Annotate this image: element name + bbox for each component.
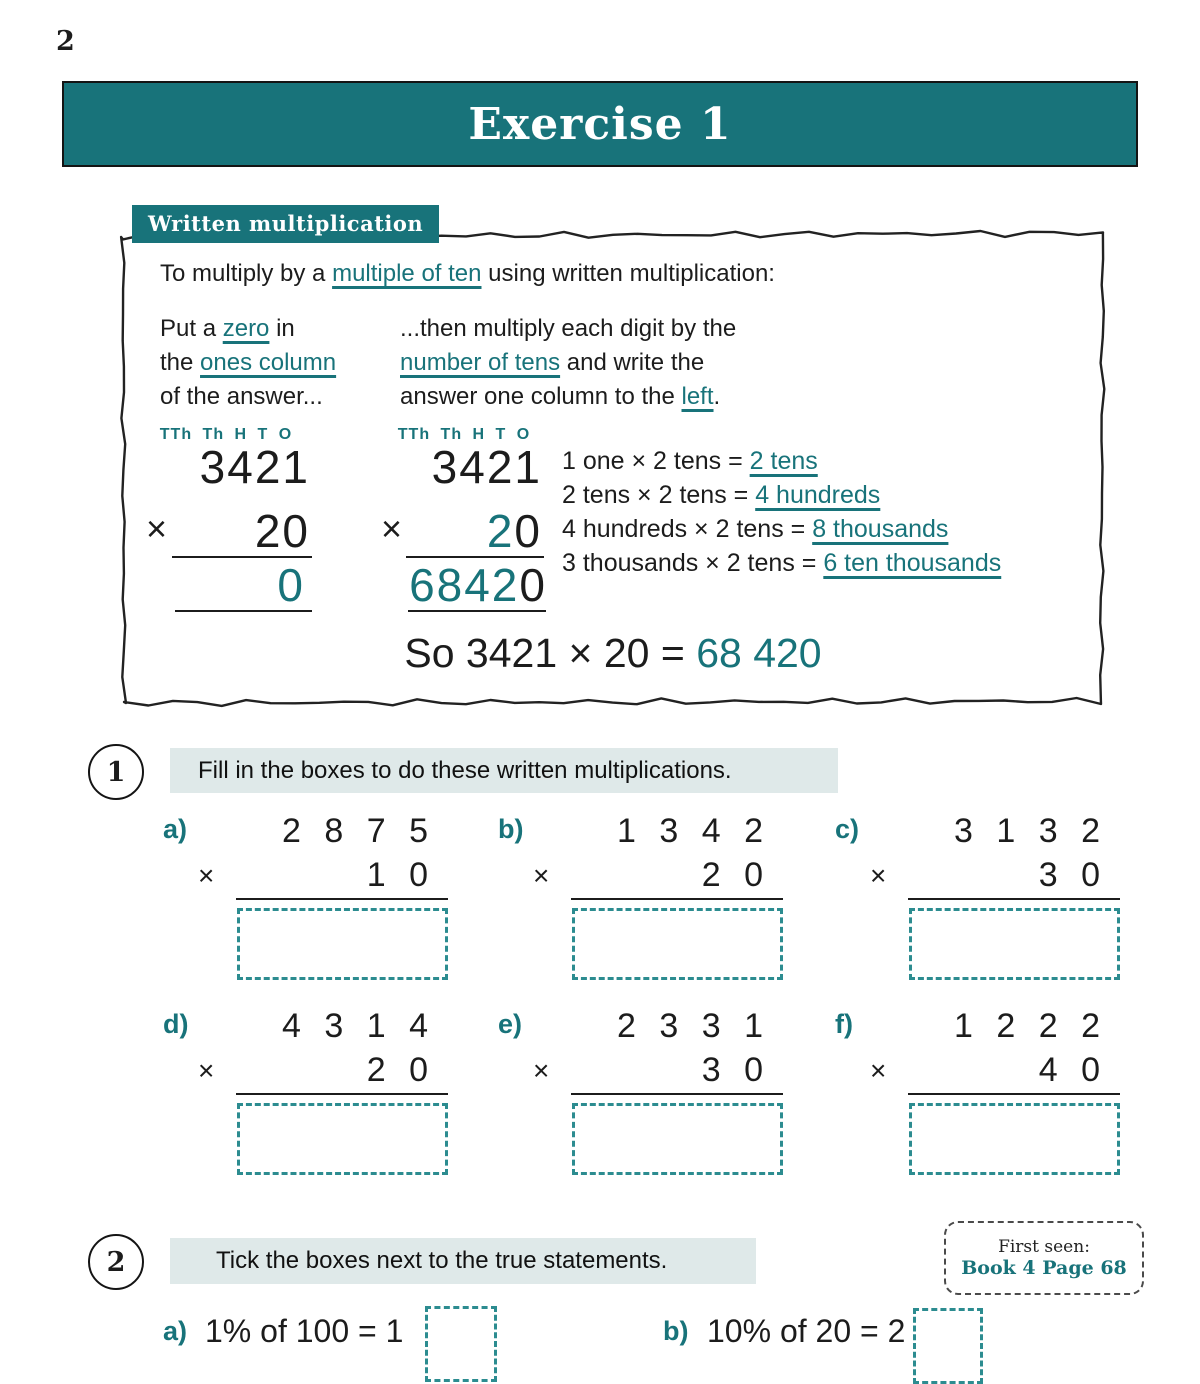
problem-c-multiplicand: 3 1 3 2 — [954, 812, 1107, 850]
problem-a-rule — [236, 898, 448, 900]
example2-result-black: 0 — [519, 559, 547, 611]
problem-c-rule — [908, 898, 1120, 900]
info-left-line2 — [160, 346, 336, 380]
exercise-title: Exercise 1 — [468, 98, 732, 150]
right-l3-pre: answer one column to the — [400, 383, 682, 410]
left-l1-key-term: zero — [222, 315, 270, 342]
example2-rule-bottom — [408, 610, 546, 612]
problem-d-label: d) — [163, 1009, 189, 1039]
problem-e-multiplicand: 2 3 3 1 — [617, 1007, 770, 1045]
step2-left: 2 tens × 2 tens = — [562, 481, 756, 509]
step2-result: 4 hundreds — [755, 481, 881, 509]
problem-e-rule — [571, 1093, 783, 1095]
statement-b-label: b) — [663, 1316, 689, 1346]
step-line — [562, 546, 1001, 580]
problem-c — [832, 812, 1132, 982]
right-l2-key-term: number of tens — [400, 349, 561, 376]
intro-pre: To multiply by a — [160, 260, 333, 287]
problem-a — [160, 812, 460, 982]
question2-instruction — [170, 1238, 756, 1284]
question1-number-circle — [88, 744, 144, 800]
problem-c-label: c) — [835, 814, 860, 844]
problem-a-multiplicand: 2 8 7 5 — [282, 812, 435, 850]
right-l3-key-term: left — [681, 383, 714, 410]
statement-b-text: 10% of 20 = 2 — [707, 1313, 906, 1349]
example2-result — [385, 559, 547, 611]
left-l2-key-term: ones column — [200, 349, 337, 376]
problem-a-answer-box[interactable] — [237, 908, 448, 980]
problem-e-times-sign: × — [533, 1055, 550, 1086]
info-box-tab-title: Written multiplication — [132, 205, 439, 243]
example2-multiplier — [380, 505, 542, 557]
example2-multiplicand: 3421 — [431, 441, 542, 493]
statement-a-checkbox[interactable] — [425, 1306, 497, 1382]
step-line — [562, 478, 1001, 512]
example1-rule-top — [172, 556, 312, 558]
problem-f-times-sign: × — [870, 1055, 887, 1086]
problem-d — [160, 1007, 460, 1177]
problem-b-label: b) — [498, 814, 524, 844]
example2-multiplier-teal: 2 — [486, 505, 515, 557]
example1-multiplier-black: 20 — [254, 505, 310, 557]
problem-b-multiplier: 2 0 — [701, 856, 770, 894]
info-intro — [160, 260, 775, 288]
info-right-column — [400, 312, 736, 414]
example1-result — [143, 559, 305, 611]
info-box — [118, 212, 1108, 712]
problem-b-times-sign: × — [533, 860, 550, 891]
step3-result: 8 thousands — [812, 515, 949, 543]
info-left-line3: of the answer... — [160, 383, 323, 410]
example2-multiplier-black: 0 — [514, 505, 542, 557]
info-left-line1 — [160, 312, 336, 346]
right-l2-post: and write the — [560, 349, 705, 376]
example1-times-sign: × — [146, 508, 168, 549]
page-number: 2 — [56, 26, 75, 57]
step4-left: 3 thousands × 2 tens = — [562, 549, 824, 577]
summary-equation — [118, 630, 1108, 677]
step1-left: 1 one × 2 tens = — [562, 447, 750, 475]
left-l1-pre: Put a — [160, 315, 223, 342]
question1-instruction — [170, 748, 838, 793]
first-seen-reference: Book 4 Page 68 — [961, 1257, 1127, 1279]
left-l2-pre: the — [160, 349, 201, 376]
example2-result-teal: 6842 — [409, 559, 520, 611]
problem-b-rule — [571, 898, 783, 900]
problem-e-multiplier: 3 0 — [701, 1051, 770, 1089]
example2-times-sign: × — [381, 508, 403, 549]
info-right-line2 — [400, 346, 736, 380]
intro-key-term: multiple of ten — [332, 260, 482, 287]
statement-a-text: 1% of 100 = 1 — [205, 1313, 404, 1349]
question1-instruction-text: Fill in the boxes to do these written multiplications. — [198, 756, 732, 784]
problem-e — [495, 1007, 795, 1177]
problem-b-multiplicand: 1 3 4 2 — [617, 812, 770, 850]
problem-e-label: e) — [498, 1009, 523, 1039]
problem-f-multiplier: 4 0 — [1038, 1051, 1107, 1089]
example1-rule-bottom — [175, 610, 312, 612]
intro-post: using written multiplication: — [481, 260, 775, 287]
question1-number: 1 — [106, 756, 126, 788]
summary-answer: 68 420 — [696, 630, 822, 676]
problem-c-answer-box[interactable] — [909, 908, 1120, 980]
example1-result-teal: 0 — [277, 559, 305, 611]
step1-result: 2 tens — [749, 447, 818, 475]
problem-d-times-sign: × — [198, 1055, 215, 1086]
question2-number-circle — [88, 1234, 144, 1290]
step-line — [562, 512, 1001, 546]
place-value-headers-right: TTh Th H T O — [397, 426, 531, 443]
info-left-column — [160, 312, 336, 414]
problem-f-label: f) — [835, 1009, 853, 1039]
first-seen-badge — [944, 1221, 1144, 1295]
problem-d-multiplicand: 4 3 1 4 — [282, 1007, 435, 1045]
question2-instruction-text: Tick the boxes next to the true statements. — [216, 1247, 668, 1274]
statement-a-label: a) — [163, 1316, 188, 1346]
problem-d-answer-box[interactable] — [237, 1103, 448, 1175]
problem-f — [832, 1007, 1132, 1177]
problem-f-rule — [908, 1093, 1120, 1095]
problem-a-multiplier: 1 0 — [366, 856, 435, 894]
problem-a-times-sign: × — [198, 860, 215, 891]
problem-e-answer-box[interactable] — [572, 1103, 783, 1175]
example1-multiplier — [148, 505, 310, 557]
question2-number: 2 — [106, 1246, 126, 1278]
step-line — [562, 444, 1001, 478]
problem-b — [495, 812, 795, 982]
problem-c-times-sign: × — [870, 860, 887, 891]
problem-d-rule — [236, 1093, 448, 1095]
summary-pre: So 3421 × 20 = — [404, 630, 697, 676]
step4-result: 6 ten thousands — [823, 549, 1002, 577]
place-value-headers-left: TTh Th H T O — [159, 426, 293, 443]
worked-steps — [562, 444, 1001, 580]
problem-b-answer-box[interactable] — [572, 908, 783, 980]
info-right-line1: ...then multiply each digit by the — [400, 315, 737, 342]
problem-f-answer-box[interactable] — [909, 1103, 1120, 1175]
problem-c-multiplier: 3 0 — [1038, 856, 1107, 894]
problem-f-multiplicand: 1 2 2 2 — [954, 1007, 1107, 1045]
example2-rule-top — [406, 556, 544, 558]
example1-multiplicand: 3421 — [199, 441, 310, 493]
exercise-banner — [62, 81, 1138, 167]
left-l1-post: in — [269, 315, 295, 342]
first-seen-label: First seen: — [998, 1237, 1090, 1257]
problem-d-multiplier: 2 0 — [366, 1051, 435, 1089]
right-l3-post: . — [713, 383, 721, 410]
problem-a-label: a) — [163, 814, 188, 844]
info-right-line3 — [400, 380, 736, 414]
step3-left: 4 hundreds × 2 tens = — [562, 515, 813, 543]
statement-b-checkbox[interactable] — [913, 1308, 983, 1384]
